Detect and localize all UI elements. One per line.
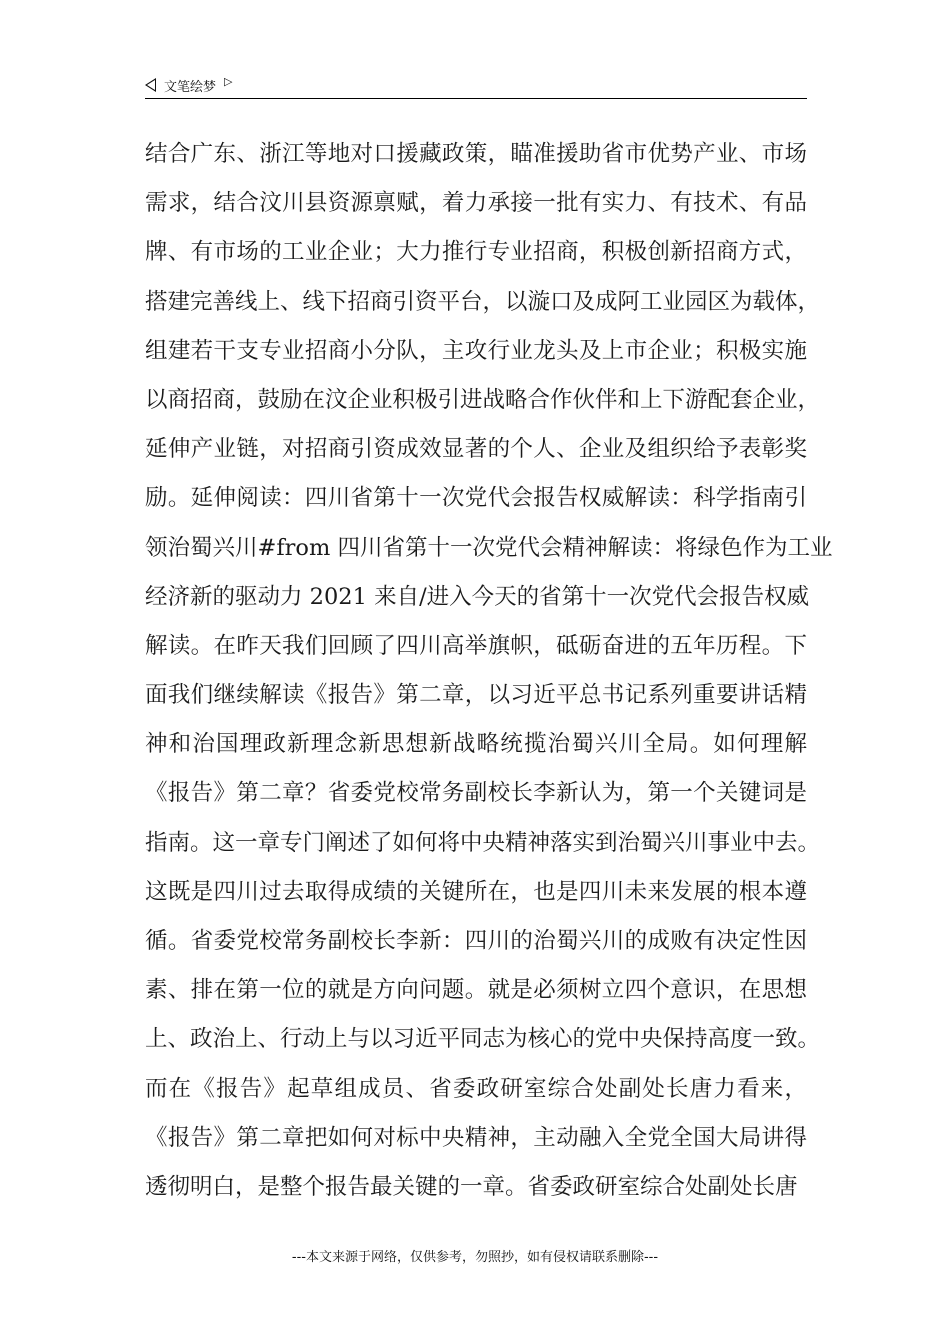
body-line: 而在《报告》起草组成员、省委政研室综合处副处长唐力看来， [145, 1075, 807, 1102]
body-line: 搭建完善线上、线下招商引资平台，以漩口及成阿工业园区为载体， [145, 288, 821, 315]
body-line: 需求，结合汶川县资源禀赋，着力承接一批有实力、有技术、有品 [145, 190, 807, 217]
body-line: 透彻明白，是整个报告最关键的一章。省委政研室综合处副处长唐 [145, 1173, 798, 1200]
body-line: 循。省委党校常务副校长李新：四川的治蜀兴川的成败有决定性因 [145, 928, 807, 954]
body-line: 神和治国理政新理念新思想新战略统揽治蜀兴川全局。如何理解 [145, 731, 807, 758]
body-line: 励。延伸阅读：四川省第十一次党代会报告权威解读：科学指南引 [145, 485, 807, 512]
body-line: 《报告》第二章？省委党校常务副校长李新认为，第一个关键词是 [145, 780, 807, 807]
page-header [145, 72, 807, 99]
body-line: 牌、有市场的工业企业；大力推行专业招商，积极创新招商方式， [145, 239, 807, 266]
body-line: 领治蜀兴川#from 四川省第十一次党代会精神解读：将绿色作为工业 [145, 534, 833, 561]
body-line: 以商招商，鼓励在汶企业积极引进战略合作伙伴和上下游配套企业， [145, 386, 821, 413]
body-line: 《报告》第二章把如何对标中央精神，主动融入全党全国大局讲得 [145, 1124, 807, 1151]
body-line: 上、政治上、行动上与以习近平同志为核心的党中央保持高度一致。 [145, 1026, 821, 1053]
page-footer-disclaimer: ---本文来源于网络，仅供参考，勿照抄，如有侵权请联系删除--- [291, 1250, 659, 1265]
body-line: 经济新的驱动力 2021 来自/进入今天的省第十一次党代会报告权威 [145, 583, 810, 610]
body-line: 组建若干支专业招商小分队，主攻行业龙头及上市企业；积极实施 [145, 337, 807, 364]
body-line: 延伸产业链，对招商引资成效显著的个人、企业及组织给予表彰奖 [145, 436, 807, 463]
triangle-left-outline-icon [145, 78, 156, 92]
body-line: 素、排在第一位的就是方向问题。就是必须树立四个意识，在思想 [145, 977, 807, 1004]
body-line: 指南。这一章专门阐述了如何将中央精神落实到治蜀兴川事业中去。 [145, 829, 821, 856]
triangle-right-outline-icon: ▷ [224, 74, 233, 88]
body-line: 这既是四川过去取得成绩的关键所在，也是四川未来发展的根本遵 [145, 878, 807, 905]
body-line: 解读。在昨天我们回顾了四川高举旗帜，砥砺奋进的五年历程。下 [145, 632, 807, 659]
header-title: 文笔绘梦 [164, 79, 217, 95]
body-line: 结合广东、浙江等地对口援藏政策，瞄准援助省市优势产业、市场 [145, 141, 807, 167]
body-line: 面我们继续解读《报告》第二章，以习近平总书记系列重要讲话精 [145, 682, 807, 709]
document-body [145, 130, 833, 1212]
